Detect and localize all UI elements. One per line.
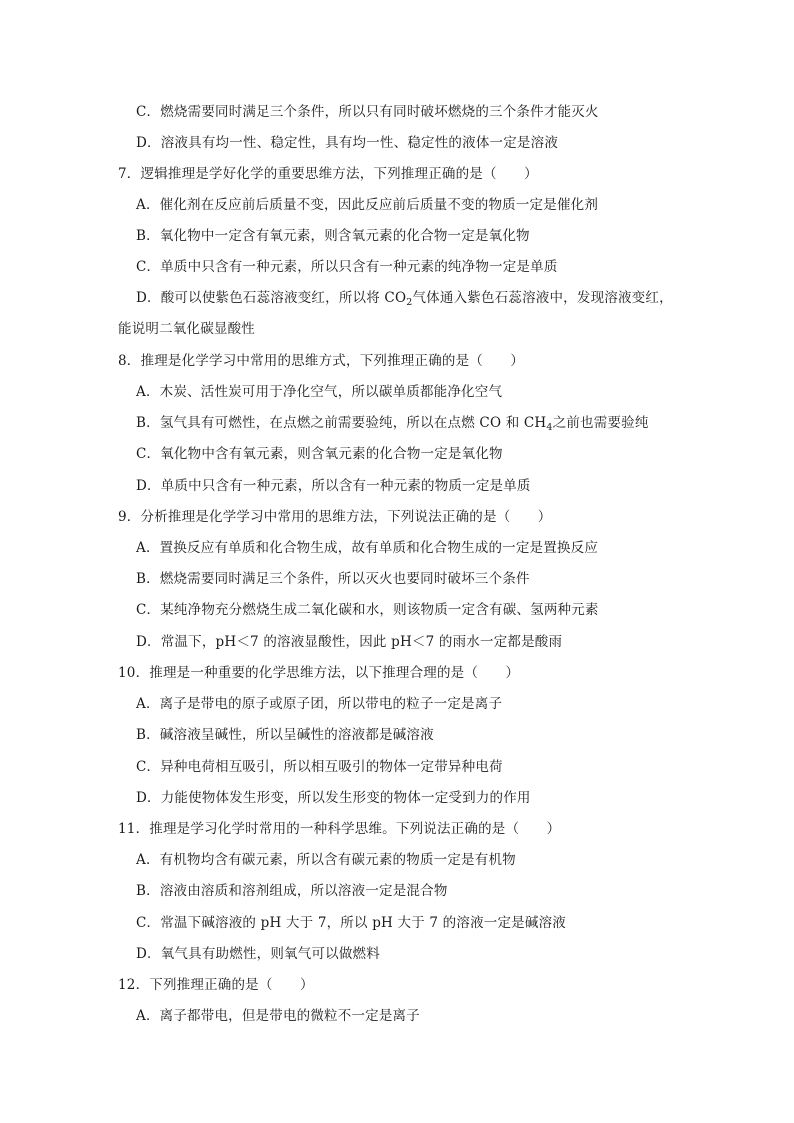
q7-option-b: B．氧化物中一定含有氧元素，则含氧元素的化合物一定是氧化物 <box>136 228 530 244</box>
q8-option-b <box>136 414 649 432</box>
q12-stem: 12．下列推理正确的是（ ） <box>118 977 314 993</box>
q10-option-d: D．力能使物体发生形变，所以发生形变的物体一定受到力的作用 <box>136 790 531 806</box>
q11-option-a: A．有机物均含有碳元素，所以含有碳元素的物质一定是有机物 <box>136 852 516 868</box>
q7-option-c: C．单质中只含有一种元素，所以只含有一种元素的纯净物一定是单质 <box>136 259 558 275</box>
q10-stem: 10．推理是一种重要的化学思维方法，以下推理合理的是（ ） <box>118 665 520 681</box>
q11-option-c: C．常温下碱溶液的 pH 大于 7，所以 pH 大于 7 的溶液一定是碱溶液 <box>136 915 566 931</box>
q7-stem: 7．逻辑推理是学好化学的重要思维方法，下列推理正确的是（ ） <box>118 166 538 182</box>
q7-option-a: A．催化剂在反应前后质量不变，因此反应前后质量不变的物质一定是催化剂 <box>136 197 599 213</box>
q9-option-a: A．置换反应有单质和化合物生成，故有单质和化合物生成的一定是置换反应 <box>136 540 599 556</box>
q9-option-b: B．燃烧需要同时满足三个条件，所以灭火也要同时破坏三个条件 <box>136 571 530 587</box>
q7-option-d-subscript: 2 <box>406 297 413 308</box>
q6-option-c: C．燃烧需要同时满足三个条件，所以只有同时破坏燃烧的三个条件才能灭火 <box>136 104 599 120</box>
q9-stem: 9．分析推理是化学学习中常用的思维方法，下列说法正确的是（ ） <box>118 509 552 525</box>
q8-option-b-text-post: 之前也需要验纯 <box>552 415 649 431</box>
q8-option-d: D．单质中只含有一种元素，所以含有一种元素的物质一定是单质 <box>136 478 531 494</box>
q8-option-b-text-pre: B．氢气具有可燃性，在点燃之前需要验纯，所以在点燃 CO 和 CH <box>136 415 547 431</box>
q6-option-d: D．溶液具有均一性、稳定性，具有均一性、稳定性的液体一定是溶液 <box>136 135 559 151</box>
q7-option-d-text-pre: D．酸可以使紫色石蕊溶液变红，所以将 CO <box>136 290 407 306</box>
q7-option-d-continuation: 能说明二氧化碳显酸性 <box>118 321 255 337</box>
q12-option-a: A．离子都带电，但是带电的微粒不一定是离子 <box>136 1008 420 1024</box>
q9-option-c: C．某纯净物充分燃烧生成二氧化碳和水，则该物质一定含有碳、氢两种元素 <box>136 602 599 618</box>
q8-option-c: C．氧化物中含有氧元素，则含氧元素的化合物一定是氧化物 <box>136 446 503 462</box>
q10-option-c: C．异种电荷相互吸引，所以相互吸引的物体一定带异种电荷 <box>136 759 503 775</box>
q11-stem: 11．推理是学习化学时常用的一种科学思维。下列说法正确的是（ ） <box>118 821 561 837</box>
q10-option-a: A．离子是带电的原子或原子团，所以带电的粒子一定是离子 <box>136 696 503 712</box>
q7-option-d-text-post: 气体通入紫色石蕊溶液中，发现溶液变红， <box>412 290 673 306</box>
q10-option-b: B．碱溶液呈碱性，所以呈碱性的溶液都是碱溶液 <box>136 727 434 743</box>
q8-stem: 8．推理是化学学习中常用的思维方式，下列推理正确的是（ ） <box>118 353 525 369</box>
q11-option-d: D．氧气具有助燃性，则氧气可以做燃料 <box>136 946 380 962</box>
q8-option-a: A．木炭、活性炭可用于净化空气，所以碳单质都能净化空气 <box>136 384 503 400</box>
q7-option-d <box>136 289 673 307</box>
q11-option-b: B．溶液由溶质和溶剂组成，所以溶液一定是混合物 <box>136 883 448 899</box>
q9-option-d: D．常温下，pH＜7 的溶液显酸性，因此 pH＜7 的雨水一定都是酸雨 <box>136 634 563 650</box>
q8-option-b-subscript: 4 <box>546 422 553 433</box>
